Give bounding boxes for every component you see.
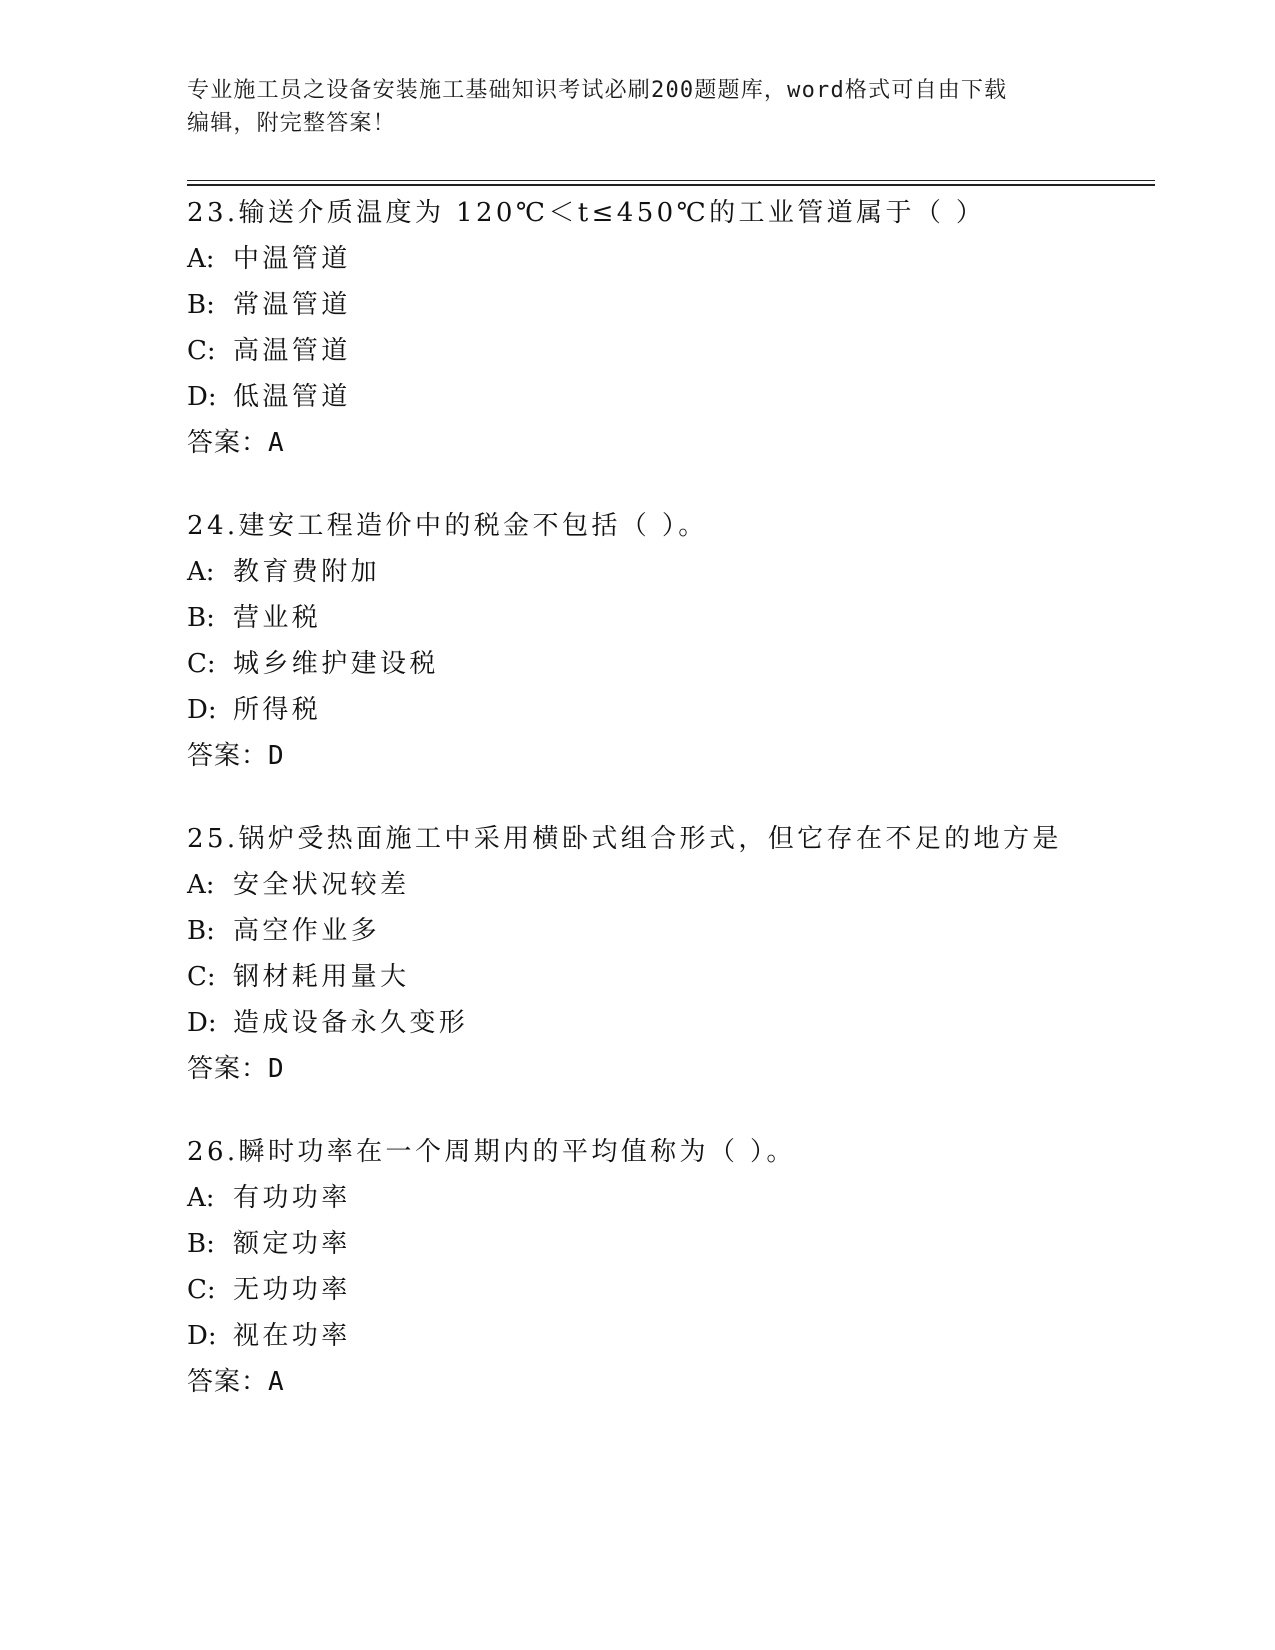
- option-text: 无功功率: [233, 1275, 351, 1305]
- question-stem: 26.瞬时功率在一个周期内的平均值称为（ ）。: [187, 1137, 796, 1167]
- option-d: [187, 374, 1155, 420]
- question-item: [187, 1129, 1155, 1405]
- answer-line: 答案：A: [187, 428, 285, 458]
- option-b: [187, 1221, 1155, 1267]
- option-b: [187, 595, 1155, 641]
- option-a: [187, 1175, 1155, 1221]
- question-list: [187, 190, 1155, 1405]
- option-d: [187, 1313, 1155, 1359]
- option-c: [187, 641, 1155, 687]
- option-c: [187, 328, 1155, 374]
- option-letter: C:: [187, 962, 216, 992]
- option-a: [187, 236, 1155, 282]
- option-text: 教育费附加: [233, 557, 381, 587]
- option-c: [187, 1267, 1155, 1313]
- option-letter: A:: [187, 557, 215, 587]
- option-letter: B:: [187, 1229, 215, 1259]
- answer-line: 答案：D: [187, 1054, 285, 1084]
- question-item: [187, 190, 1155, 466]
- option-letter: C:: [187, 336, 216, 366]
- option-d: [187, 687, 1155, 733]
- option-letter: D:: [187, 1008, 217, 1038]
- option-text: 城乡维护建设税: [233, 649, 439, 679]
- option-a: [187, 862, 1155, 908]
- option-text: 所得税: [233, 695, 322, 725]
- question-stem: 25.锅炉受热面施工中采用横卧式组合形式，但它存在不足的地方是: [187, 824, 1062, 854]
- option-d: [187, 1000, 1155, 1046]
- option-text: 高温管道: [233, 336, 351, 366]
- option-text: 高空作业多: [233, 916, 381, 946]
- question-item: [187, 816, 1155, 1092]
- option-letter: A:: [187, 244, 215, 274]
- header-line-1: 专业施工员之设备安装施工基础知识考试必刷200题题库，word格式可自由下载: [187, 78, 1008, 103]
- option-letter: B:: [187, 916, 215, 946]
- option-b: [187, 282, 1155, 328]
- option-letter: D:: [187, 1321, 217, 1351]
- option-letter: A:: [187, 1183, 215, 1213]
- option-letter: C:: [187, 1275, 216, 1305]
- option-text: 中温管道: [233, 244, 351, 274]
- option-text: 低温管道: [233, 382, 351, 412]
- option-text: 视在功率: [233, 1321, 351, 1351]
- option-text: 造成设备永久变形: [233, 1008, 469, 1038]
- header-divider-thin: [187, 180, 1155, 181]
- option-text: 钢材耗用量大: [233, 962, 410, 992]
- document-header: [187, 74, 1067, 140]
- option-a: [187, 549, 1155, 595]
- option-letter: B:: [187, 290, 215, 320]
- option-letter: D:: [187, 382, 217, 412]
- option-text: 有功功率: [233, 1183, 351, 1213]
- question-stem: 24.建安工程造价中的税金不包括（ ）。: [187, 511, 708, 541]
- option-letter: B:: [187, 603, 215, 633]
- option-letter: A:: [187, 870, 215, 900]
- question-stem: 23.输送介质温度为 120℃＜t≤450℃的工业管道属于（ ）: [187, 198, 986, 228]
- option-letter: D:: [187, 695, 217, 725]
- option-text: 营业税: [233, 603, 322, 633]
- option-text: 额定功率: [233, 1229, 351, 1259]
- option-c: [187, 954, 1155, 1000]
- header-line-2: 编辑，附完整答案！: [187, 111, 396, 136]
- option-text: 常温管道: [233, 290, 351, 320]
- option-text: 安全状况较差: [233, 870, 410, 900]
- answer-line: 答案：D: [187, 741, 285, 771]
- question-item: [187, 503, 1155, 779]
- option-b: [187, 908, 1155, 954]
- header-divider-thick: [187, 184, 1155, 186]
- option-letter: C:: [187, 649, 216, 679]
- answer-line: 答案：A: [187, 1367, 285, 1397]
